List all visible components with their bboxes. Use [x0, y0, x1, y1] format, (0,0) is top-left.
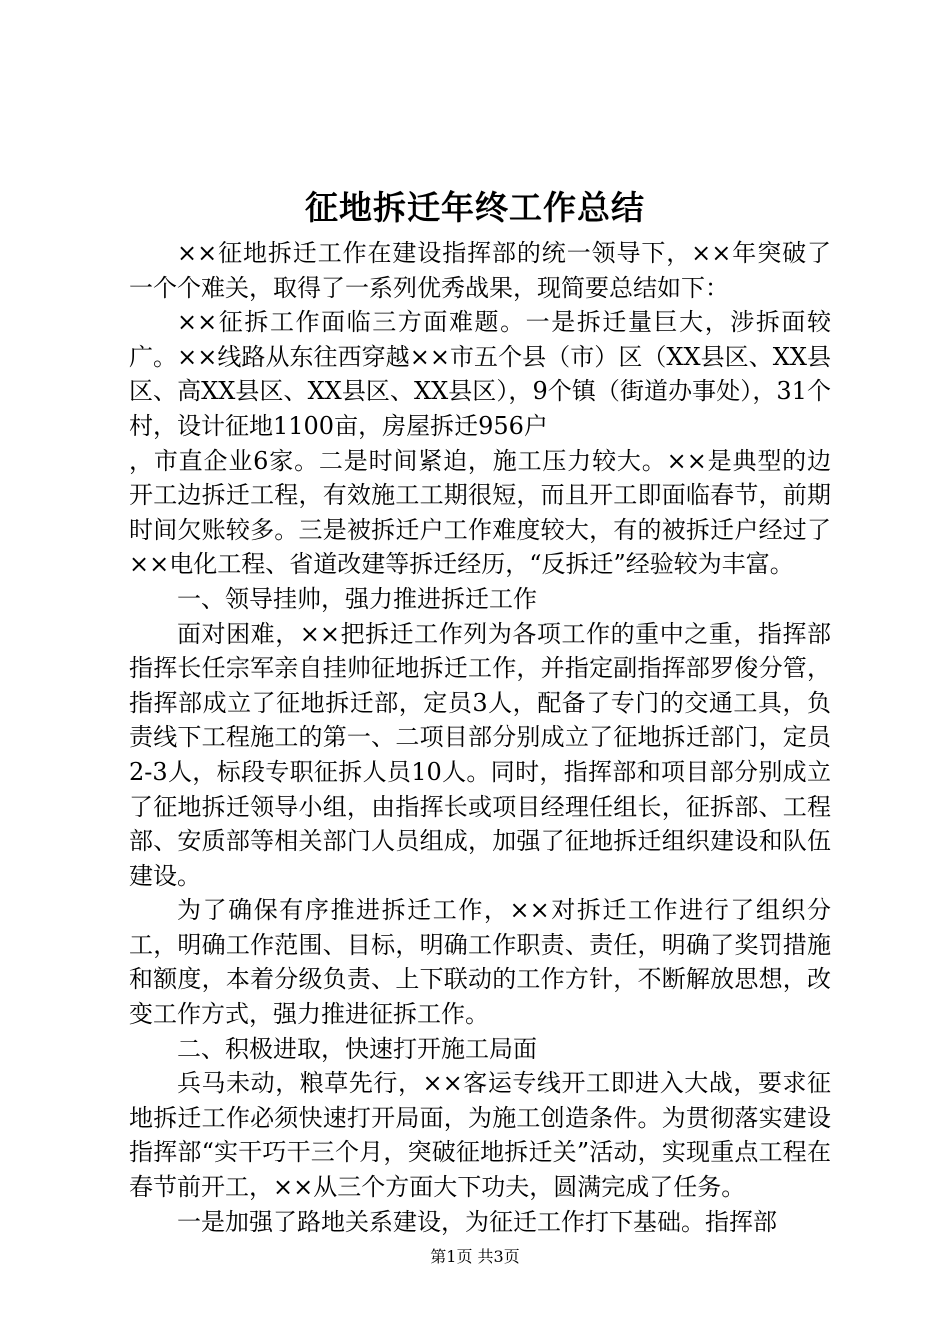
paragraph-leadership: 面对困难，××把拆迁工作列为各项工作的重中之重，指挥部指挥长任宗军亲自挂帅征地拆迁工作，并指定副指挥部罗俊分管，指挥部成立了征地拆迁部，定员3人，配备了专门的交通工具，负责线下工程施工的第一、二项目部分别成立了征地拆迁部门，定员2-3人，标段专职征拆人员10人。同时，指挥部和项目部分别成立了征地拆迁领导小组，由指挥长或项目经理任组长，征拆部、工程部、安质部等相关部门人员组成，加强了征地拆迁组织建设和队伍建设。	[129, 619, 831, 890]
paragraph-intro: ××征地拆迁工作在建设指挥部的统一领导下，××年突破了一个个难关，取得了一系列优秀战果，现简要总结如下：	[129, 239, 831, 302]
document-body	[129, 236, 831, 1239]
paragraph-organization: 为了确保有序推进拆迁工作，××对拆迁工作进行了组织分工，明确工作范围、目标，明确工作职责、责任，明确了奖罚措施和额度，本着分级负责、上下联动的工作方针，不断解放思想，改变工作方式，强力推进征拆工作。	[129, 896, 831, 1029]
section-heading-1: 一、领导挂帅，强力推进拆迁工作	[177, 584, 537, 613]
document-title: 征地拆迁年终工作总结	[305, 188, 645, 227]
paragraph-difficulties-cont: ，市直企业6家。二是时间紧迫，施工压力较大。××是典型的边开工边拆迁工程，有效施工工期很短，而且开工即面临春节，前期时间欠账较多。三是被拆迁户工作难度较大，有的被拆迁户经过了××电化工程、省道改建等拆迁经历，“反拆迁”经验较为丰富。	[129, 446, 831, 579]
section-heading-2: 二、积极进取，快速打开施工局面	[177, 1034, 537, 1063]
paragraph-difficulties: ××征拆工作面临三方面难题。一是拆迁量巨大，涉拆面较广。××线路从东往西穿越××市五个县（市）区（XX县区、XX县区、高XX县区、XX县区、XX县区），9个镇（街道办事处），31个村，设计征地1100亩，房屋拆迁956户	[129, 308, 831, 440]
paragraph-progress: 兵马未动，粮草先行，××客运专线开工即进入大战，要求征地拆迁工作必须快速打开局面，为施工创造条件。为贯彻落实建设指挥部“实干巧干三个月，突破征地拆迁关”活动，实现重点工程在春节前开工，××从三个方面大下功夫，圆满完成了任务。	[129, 1069, 831, 1202]
paragraph-relations: 一是加强了路地关系建设，为征迁工作打下基础。指挥部	[177, 1207, 777, 1236]
page-footer: 第1页 共3页	[430, 1247, 520, 1266]
